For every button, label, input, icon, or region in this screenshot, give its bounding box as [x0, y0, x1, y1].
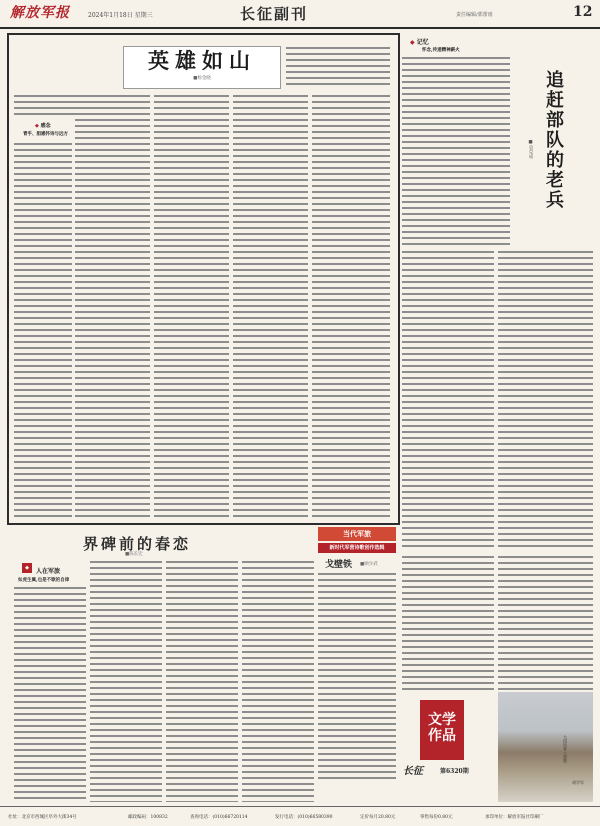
painting-author: 胡学军	[572, 780, 584, 785]
footer-printer: 承印单位：解放军报社印刷厂	[485, 815, 544, 820]
article-column-top-right	[286, 46, 390, 88]
main-article-title-box	[123, 46, 281, 89]
sidebar-title-1: 青乎、胆感怀诗与远方	[23, 132, 68, 137]
poem-banner-top: 当代军旅	[318, 527, 396, 541]
lower-col-3	[166, 560, 238, 802]
issue-date: 2024年1月18日 星期三	[88, 12, 153, 19]
poem-banner-sub: 新时代军营诗歌创作选辑	[318, 543, 396, 553]
issue-number: 第6320期	[440, 768, 469, 775]
main-article-byline: ■杨金晓	[193, 76, 211, 81]
right-article-col-1	[402, 250, 494, 550]
footer-order: 零售每份0.80元	[420, 815, 453, 820]
lower-col-4	[242, 560, 314, 802]
lower-article-title: 界碑前的春恋	[83, 535, 192, 553]
stamp-label: 长征	[403, 766, 423, 777]
stamp-line-2: 作品	[428, 728, 456, 744]
footer-address: 社址：北京市西城区阜外大街34号	[8, 815, 77, 820]
article-column-1	[14, 142, 72, 517]
article-column-3	[154, 94, 229, 517]
lower-sub-title: 如虎生翼,也是不歇的自律	[18, 578, 70, 583]
lower-col-1	[14, 586, 86, 802]
editor-credit: 责任编辑/郭蕾雨	[456, 12, 493, 18]
footer-price: 定价每月20.80元	[360, 815, 396, 820]
right-article-col-4	[498, 555, 593, 690]
right-article-col-2	[498, 250, 593, 550]
masthead: 解放军报	[10, 5, 70, 21]
footer-distribution: 发行电话：(010)66580390	[275, 815, 333, 820]
stamp-line-1: 文学	[428, 712, 456, 728]
literature-stamp	[420, 700, 464, 760]
right-article-text-top	[402, 56, 510, 246]
lower-sub-tag: 人在军旅	[36, 568, 61, 575]
footer-hotline: 查询电话：(010)66720114	[190, 815, 248, 820]
main-article-title: 英雄如山	[148, 48, 256, 73]
lower-article-byline: ■陈长宏	[125, 552, 143, 557]
vertical-article-byline: ■袁克成	[528, 140, 533, 159]
sidebar-title-2: 怀念,传递精神薪火	[422, 48, 460, 53]
poem-byline: ■顾少武	[360, 562, 378, 567]
article-column-5	[312, 94, 390, 517]
painting-caption: 大国风骨 (油画)	[563, 735, 568, 764]
right-article-col-3	[402, 555, 494, 690]
sidebar-tag-1: ◆ 感念	[35, 123, 51, 129]
sidebar-tag-2: ◆ 记忆	[410, 39, 429, 46]
poem-title: 戈壁铁	[325, 560, 353, 570]
page-footer	[0, 806, 600, 826]
article-column-4	[233, 94, 308, 517]
lower-col-2	[90, 560, 162, 802]
poem-text	[318, 572, 396, 782]
footer-zip: 邮政编码：100832	[128, 815, 168, 820]
section-title: 长征副刊	[240, 5, 309, 23]
military-tag-icon: ◆	[22, 563, 32, 573]
page-number: 12	[573, 4, 593, 20]
vertical-article-title: 追赶部队的老兵	[543, 70, 564, 210]
article-column-2	[75, 94, 150, 517]
